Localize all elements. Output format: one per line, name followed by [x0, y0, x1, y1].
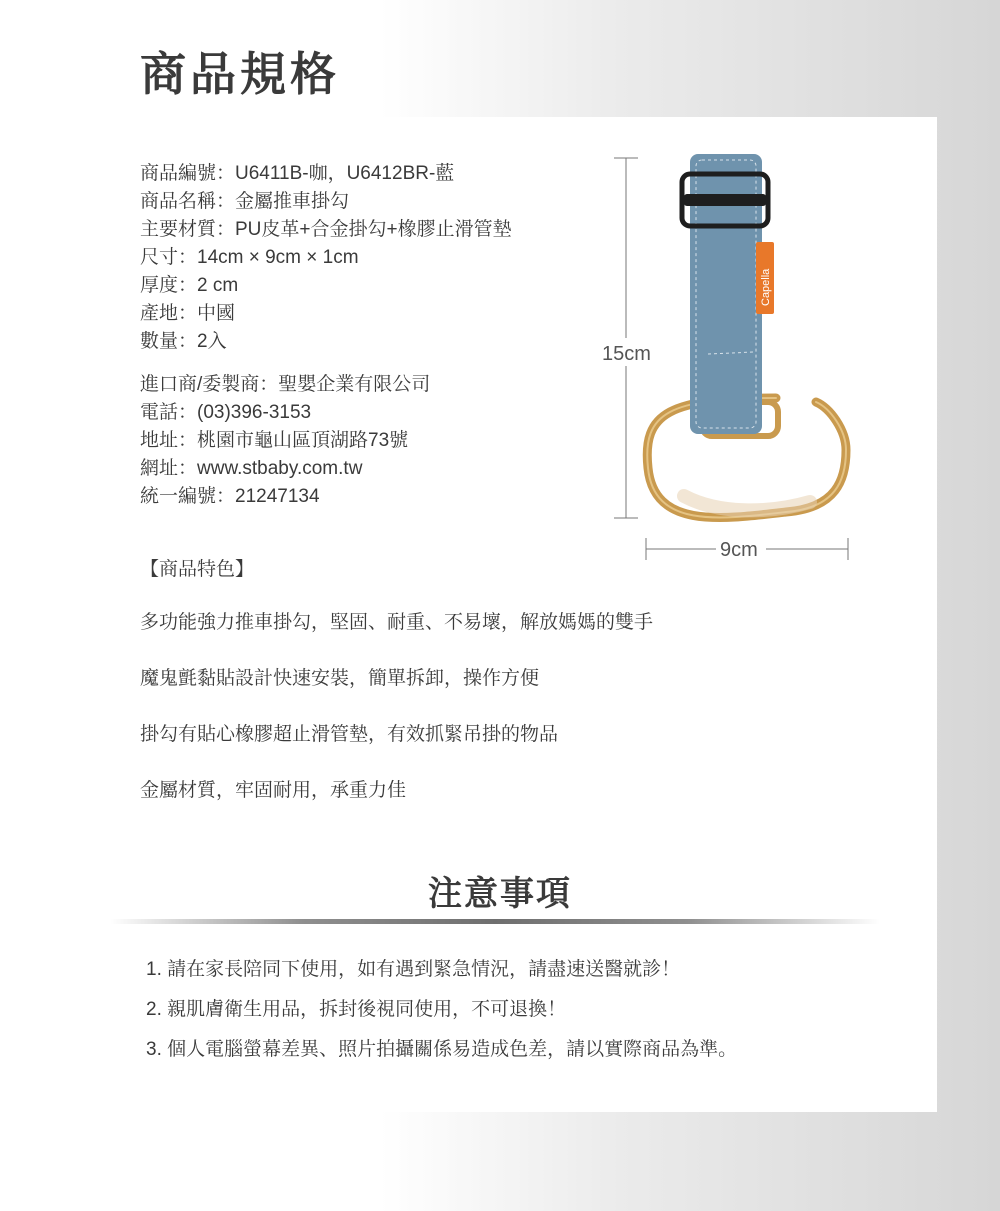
notice-item: 2. 親肌膚衛生用品，拆封後視同使用，不可退換！: [146, 999, 567, 1020]
company-info-list: [140, 371, 430, 511]
feature-item: 魔鬼氈黏貼設計快速安裝，簡單拆卸，操作方便: [140, 668, 540, 689]
feature-item: 掛勾有貼心橡膠超止滑管墊，有效抓緊吊掛的物品: [140, 724, 559, 745]
product-image: [598, 150, 868, 570]
width-label: 9cm: [720, 539, 758, 561]
company-info-item: 進口商/委製商：聖嬰企業有限公司: [140, 374, 431, 395]
spec-item: 商品名稱：金屬推車掛勾: [140, 191, 350, 212]
feature-item: 多功能強力推車掛勾，堅固、耐重、不易壞，解放媽媽的雙手: [140, 612, 654, 633]
features-title: 【商品特色】: [140, 559, 255, 580]
brand-label: Capella: [760, 268, 772, 306]
spec-list: [140, 160, 512, 356]
spec-item: 主要材質：PU皮革+合金掛勾+橡膠止滑管墊: [140, 219, 512, 240]
spec-item: 尺寸：14cm × 9cm × 1cm: [140, 247, 359, 268]
leather-strap: [682, 154, 774, 434]
features-list: [140, 609, 653, 833]
spec-item: 厚度：2 cm: [140, 275, 239, 296]
feature-item: 金屬材質，牢固耐用，承重力佳: [140, 780, 407, 801]
company-info-item: 地址：桃園市龜山區頂湖路73號: [140, 430, 409, 451]
company-info-item: 電話：(03)396-3153: [140, 402, 312, 423]
width-dimension: [646, 538, 848, 561]
notice-divider: [110, 919, 880, 924]
notice-list: [146, 956, 737, 1076]
spec-item: 商品編號：U6411B-咖，U6412BR-藍: [140, 163, 455, 184]
notice-title: 注意事項: [428, 875, 572, 913]
notice-item: 1. 請在家長陪同下使用，如有遇到緊急情況，請盡速送醫就診！: [146, 959, 681, 980]
spec-item: 產地：中國: [140, 303, 236, 324]
company-info-item: 統一編號：21247134: [140, 486, 320, 507]
notice-item: 3. 個人電腦螢幕差異、照片拍攝關係易造成色差，請以實際商品為準。: [146, 1039, 738, 1060]
spec-title: 商品規格: [140, 47, 340, 101]
spec-item: 數量：2入: [140, 331, 227, 352]
company-info-item: 網址：www.stbaby.com.tw: [140, 458, 363, 479]
height-label: 15cm: [602, 343, 651, 365]
